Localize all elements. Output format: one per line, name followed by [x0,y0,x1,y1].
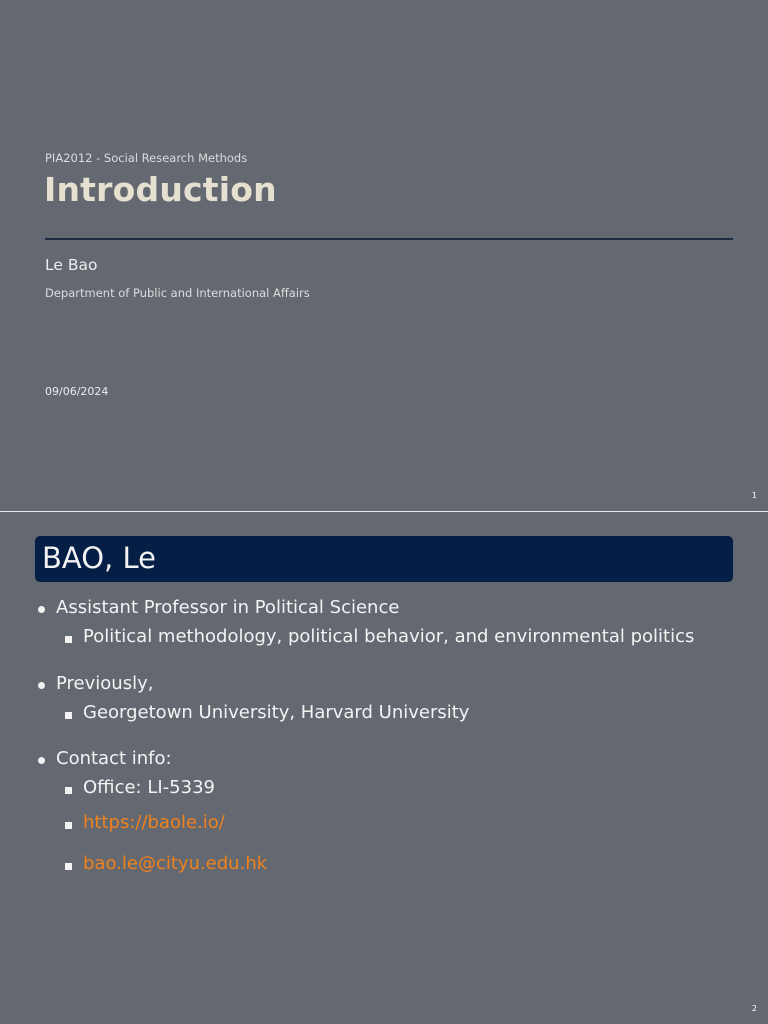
course-label: PIA2012 - Social Research Methods [45,151,248,165]
sub-bullet-marker [65,712,72,719]
page-number: 1 [751,491,757,500]
sub-bullet-marker [65,822,72,829]
sub-bullet-marker [65,636,72,643]
list-item: Assistant Professor in Political Science [56,597,400,618]
author-department: Department of Public and International Affairs [45,286,310,300]
slide-1 [0,0,768,511]
bullet-marker [38,682,45,689]
office-info: Office: LI-5339 [83,777,215,798]
slide-2 [0,512,768,1024]
website-link[interactable]: https://baole.io/ [83,812,225,833]
slide-heading: BAO, Le [42,541,156,575]
list-item: Contact info: [56,748,172,769]
sub-bullet-marker [65,863,72,870]
bullet-marker [38,757,45,764]
page-number: 2 [751,1004,757,1013]
email-link[interactable]: bao.le@cityu.edu.hk [83,853,268,874]
sub-list-item: Georgetown University, Harvard University [83,702,470,723]
presentation-date: 09/06/2024 [45,385,109,398]
title-divider [45,238,733,240]
author-name: Le Bao [45,256,98,274]
slide-title: Introduction [44,170,277,209]
heading-bar [35,536,733,582]
bullet-marker [38,606,45,613]
sub-bullet-marker [65,787,72,794]
sub-list-item: Political methodology, political behavior, and environmental politics [83,626,695,647]
list-item: Previously, [56,673,154,694]
